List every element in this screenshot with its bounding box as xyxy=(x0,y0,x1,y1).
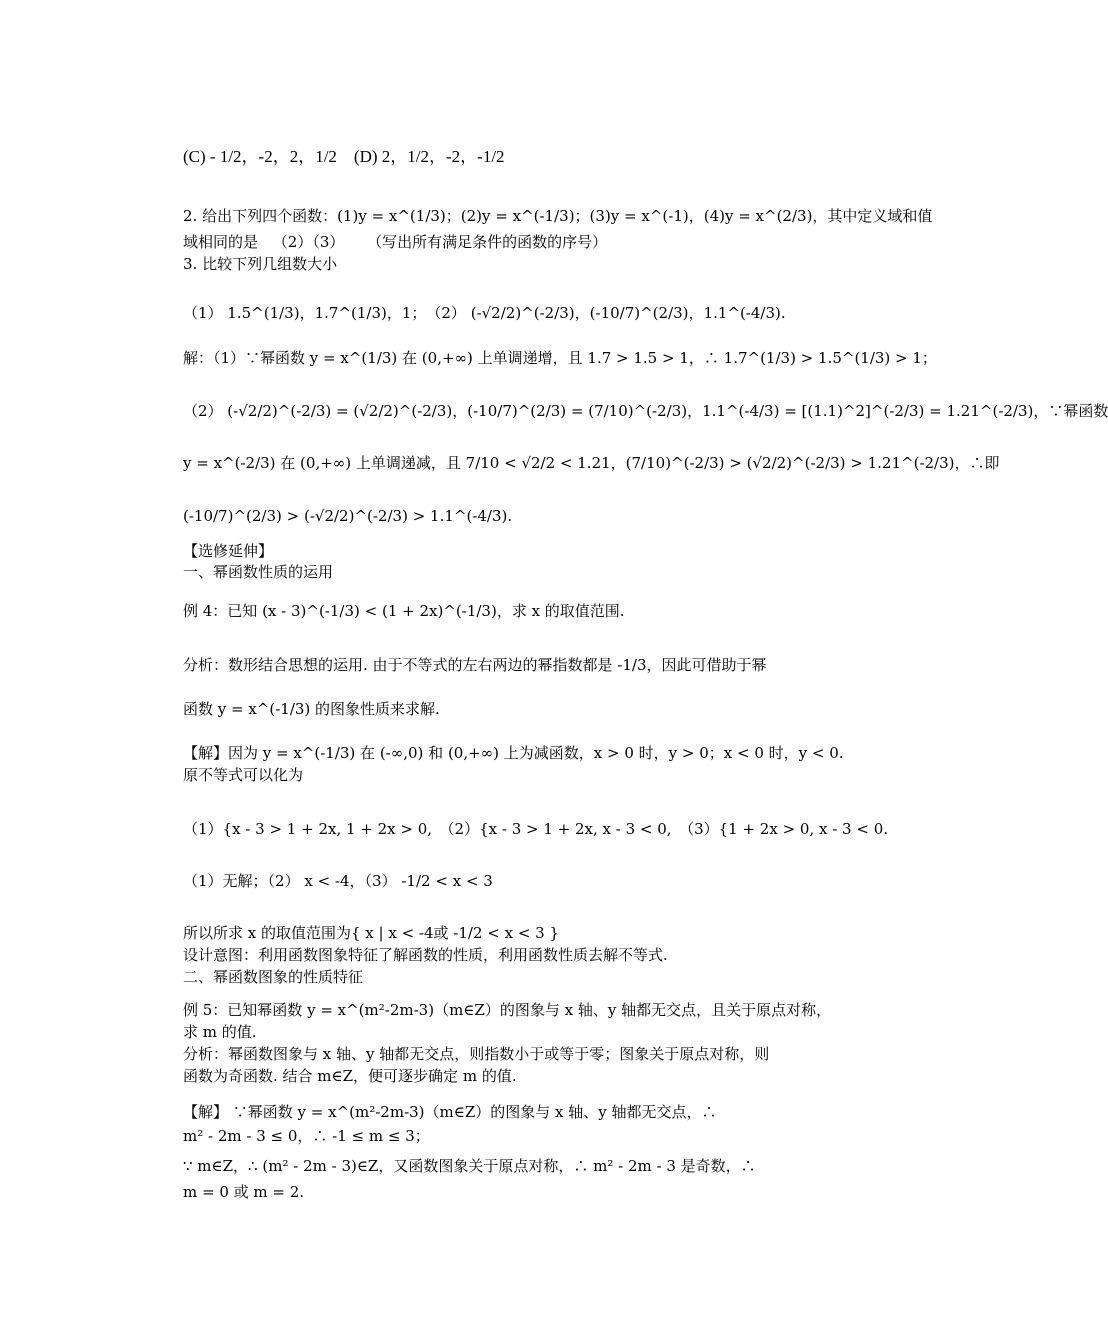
line-range: 所以所求 x 的取值范围为{ x | x < -4或 -1/2 < x < 3 } xyxy=(183,924,560,942)
line-solution-2-cont: y = x^(-2/3) 在 (0,+∞) 上单调递减，且 7/10 < √2/2 < 1.21，(7/10)^(-2/3) > (√2/2)^(-2/3) > 1.21^(-2/3)，∴即 xyxy=(183,454,1000,472)
line-solution-5-step: ∵ m∈Z，∴ (m² - 2m - 3)∈Z，又函数图象关于原点对称，∴ m² - 2m - 3 是奇数，∴ xyxy=(183,1157,756,1175)
line-system-results: （1）无解；（2） x < -4，（3） -1/2 < x < 3 xyxy=(183,872,493,890)
line-analysis-4-cont: 函数 y = x^(-1/3) 的图象性质来求解. xyxy=(183,700,440,718)
section-heading-2: 二、幂函数图象的性质特征 xyxy=(183,968,364,986)
line-solution-2: （2） (-√2/2)^(-2/3) = (√2/2)^(-2/3)，(-10/7)^(2/3) = (7/10)^(-2/3)，1.1^(-4/3) = [(1.1)^2]^(-2/3) = 1.21^(-2/3)，∵幂函数 xyxy=(183,402,1108,420)
line-solution-4-cont: 原不等式可以化为 xyxy=(183,766,304,784)
line-question-3: 3. 比较下列几组数大小 xyxy=(183,255,338,273)
line-solution-5-cont: m² - 2m - 3 ≤ 0，∴ -1 ≤ m ≤ 3； xyxy=(183,1127,430,1145)
line-question-2-cont xyxy=(183,231,823,253)
line-solution-5-result: m = 0 或 m = 2. xyxy=(183,1183,305,1201)
line-example-5-cont: 求 m 的值. xyxy=(183,1023,257,1041)
question-2-text: 域相同的是 xyxy=(183,233,259,251)
line-question-2: 2. 给出下列四个函数：(1)y = x^(1/3)；(2)y = x^(-1/3)；(3)y = x^(-1)，(4)y = x^(2/3)，其中定义域和值 xyxy=(183,207,933,225)
line-solution-2-result: (-10/7)^(2/3) > (-√2/2)^(-2/3) > 1.1^(-4/3). xyxy=(183,507,513,525)
line-solution-1: 解：（1）∵幂函数 y = x^(1/3) 在 (0,+∞) 上单调递增，且 1.7 > 1.5 > 1，∴ 1.7^(1/3) > 1.5^(1/3) > 1； xyxy=(183,349,937,367)
line-options-cd: (C) - 1/2，-2，2，1/2 (D) 2，1/2，-2，-1/2 xyxy=(183,147,505,166)
question-2-hint: （写出所有满足条件的函数的序号） xyxy=(367,233,608,251)
section-heading-1: 一、幂函数性质的运用 xyxy=(183,563,334,581)
line-analysis-5: 分析：幂函数图象与 x 轴、y 轴都无交点，则指数小于或等于零；图象关于原点对称，则 xyxy=(183,1045,770,1063)
line-example-5: 例 5：已知幂函数 y = x^(m²-2m-3)（m∈Z）的图象与 x 轴、y 轴都无交点，且关于原点对称， xyxy=(183,1001,832,1019)
line-design-intent: 设计意图：利用函数图象特征了解函数的性质，利用函数性质去解不等式. xyxy=(183,946,668,964)
section-heading-elective: 【选修延伸】 xyxy=(183,542,274,560)
line-question-3-items: （1） 1.5^(1/3)，1.7^(1/3)，1； （2） (-√2/2)^(-2/3)，(-10/7)^(2/3)，1.1^(-4/3). xyxy=(183,304,786,322)
line-solution-4: 【解】因为 y = x^(-1/3) 在 (-∞,0) 和 (0,+∞) 上为减函数，x > 0 时，y > 0；x < 0 时，y < 0. xyxy=(183,744,844,762)
line-example-4: 例 4：已知 (x - 3)^(-1/3) < (1 + 2x)^(-1/3)，求 x 的取值范围. xyxy=(183,602,625,620)
line-systems: （1）{x - 3 > 1 + 2x, 1 + 2x > 0, （2）{x - 3 > 1 + 2x, x - 3 < 0, （3）{1 + 2x > 0, x - 3 < 0. xyxy=(183,820,889,838)
line-solution-5: 【解】 ∵幂函数 y = x^(m²-2m-3)（m∈Z）的图象与 x 轴、y 轴都无交点，∴ xyxy=(183,1103,717,1121)
line-analysis-5-cont: 函数为奇函数. 结合 m∈Z，便可逐步确定 m 的值. xyxy=(183,1067,517,1085)
line-analysis-4: 分析：数形结合思想的运用. 由于不等式的左右两边的幂指数都是 -1/3，因此可借助于幂 xyxy=(183,656,767,674)
question-2-answer: （2）（3） xyxy=(272,233,345,251)
